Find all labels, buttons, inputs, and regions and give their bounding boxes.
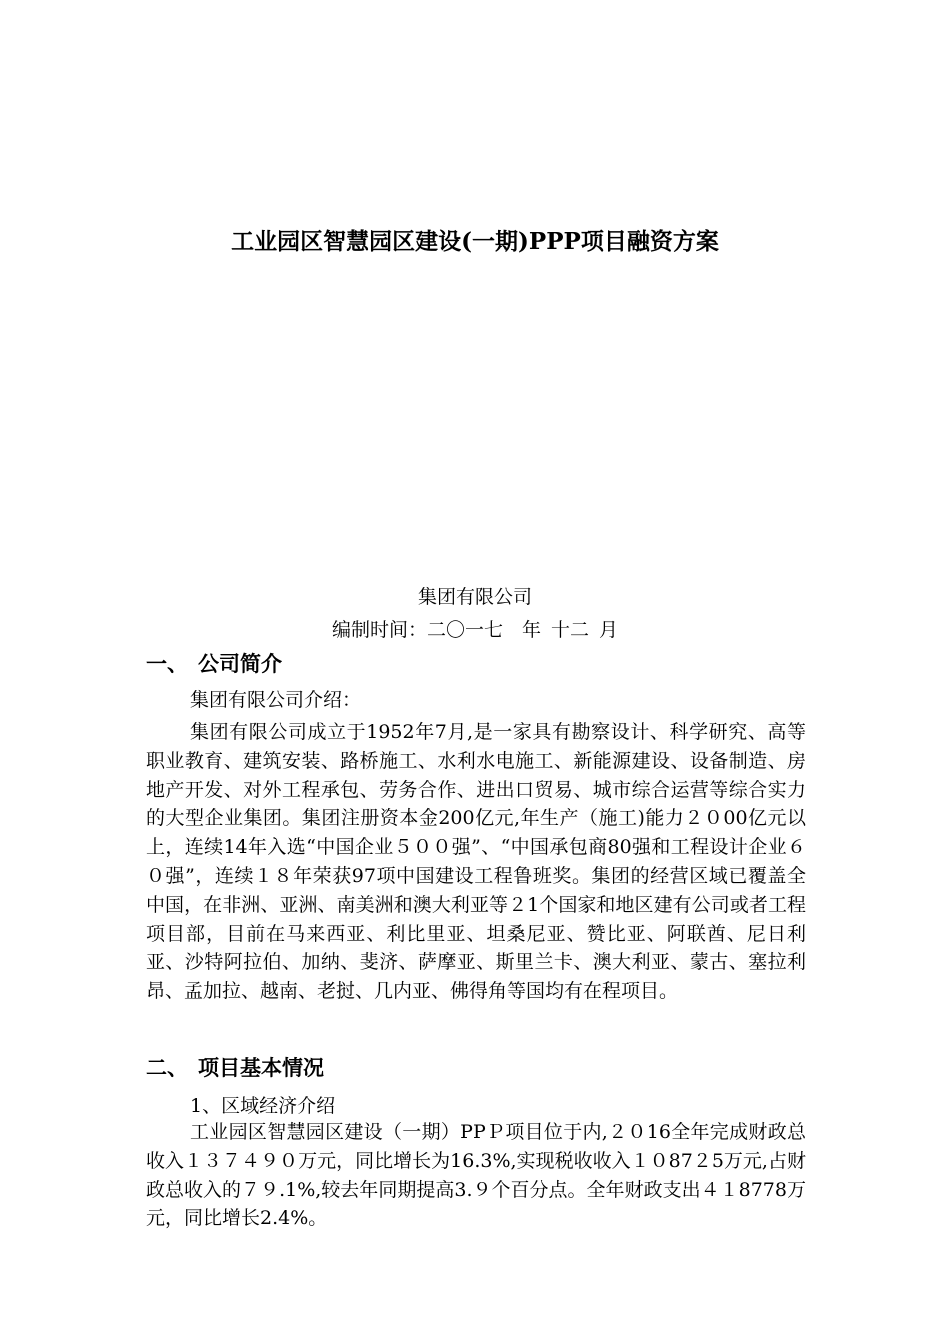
section-title: 项目基本情况: [198, 1055, 324, 1080]
compile-date: 编制时间：二〇一七 年 十二 月: [331, 619, 619, 641]
section-title: 公司简介: [198, 651, 282, 676]
regional-economy-subheading: 1、区域经济介绍: [190, 1095, 336, 1117]
company-intro-label: 集团有限公司介绍：: [190, 689, 362, 711]
company-intro-paragraph: 集团有限公司成立于1952年7月,是一家具有勘察设计、科学研究、高等职业教育、建筑安装、路桥施工、水利水电施工、新能源建设、设备制造、房地产开发、对外工程承包、劳务合作、进出口贸易、城市综合运营等综合实力的大型企业集团。集团注册资本金200亿元,年生产（施工)能力２０00亿元以上，连续14年入选“中国企业５００强”、“中国承包商80强和工程设计企业６０强”，连续１８年荣获97项中国建设工程鲁班奖。集团的经营区域已覆盖全中国，在非洲、亚洲、南美洲和澳大利亚等２1个国家和地区建有公司或者工程项目部，目前在马来西亚、利比里亚、坦桑尼亚、赞比亚、阿联酋、尼日利亚、沙特阿拉伯、加纳、斐济、萨摩亚、斯里兰卡、澳大利亚、蒙古、塞拉利昂、孟加拉、越南、老挝、几内亚、佛得角等国均有在程项目。: [146, 721, 806, 1003]
document-title: 工业园区智慧园区建设(一期)PPP项目融资方案: [231, 228, 719, 255]
company-name: 集团有限公司: [417, 586, 532, 608]
section-heading-company-profile: [146, 648, 282, 680]
regional-economy-paragraph: 工业园区智慧园区建设（一期）PPＰ项目位于内,２０16全年完成财政总收入１３７４９０万元，同比增长为16.3%,实现税收收入１０87２5万元,占财政总收入的７９.1%,较去年同期提高3.９个百分点。全年财政支出４１8778万元，同比增长2.4%。: [146, 1121, 806, 1230]
section-heading-project-overview: [146, 1052, 324, 1084]
section-number: 一、: [146, 651, 188, 676]
section-number: 二、: [146, 1055, 188, 1080]
